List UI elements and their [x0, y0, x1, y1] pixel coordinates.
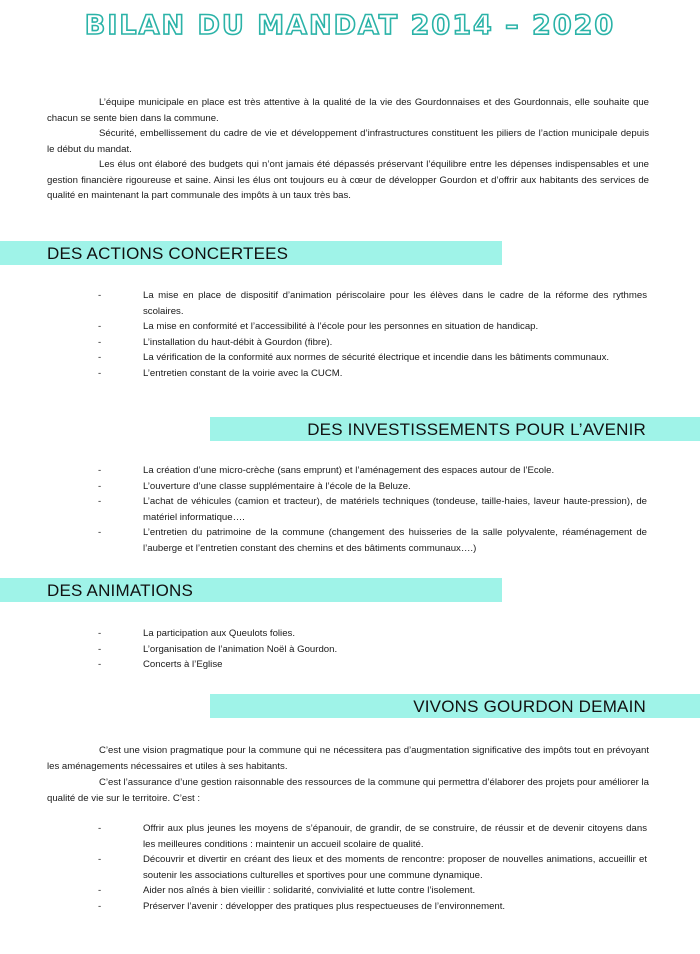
vivons-paragraph-1: C’est une vision pragmatique pour la commune qui ne nécessitera pas d’augmentation significative des impôts tout en prévoyant les aménagements nécessaires et utiles à ses habitants.: [47, 745, 649, 772]
list-item: - La participation aux Queulots folies.: [98, 628, 295, 639]
list-item: - La création d’une micro-crèche (sans emprunt) et l’aménagement des espaces autour de l’Ecole.: [98, 465, 555, 476]
list-item: - Découvrir et divertir en créant des lieux et des moments de rencontre: proposer de nouvelles animations, accueillir et soutenir les associations culturelles et sportives pour une commune dynamique.: [98, 854, 647, 881]
section-heading: DES ACTIONS CONCERTEES: [47, 244, 289, 263]
list-item: - L’entretien du patrimoine de la commune (changement des huisseries de la salle polyvalente, réaménagement de l’auberge et l’entretien constant des chemins et des bâtiments communaux….): [98, 527, 647, 554]
section-heading: VIVONS GOURDON DEMAIN: [413, 697, 646, 716]
section-heading-band-vivons: [210, 694, 700, 718]
vivons-paragraph-2: C’est l’assurance d’une gestion raisonnable des ressources de la commune qui permettra d’élaborer des projets pour améliorer la qualité de vie sur le territoire. C’est :: [47, 777, 649, 804]
vivons-list: [0, 821, 700, 915]
list-item: - L’entretien constant de la voirie avec la CUCM.: [98, 367, 343, 379]
intro-paragraph-2: Sécurité, embellissement du cadre de vie et développement d’infrastructures constituent les piliers de l’action municipale depuis le début du mandat.: [47, 128, 649, 155]
section-heading-band-actions: [0, 241, 502, 265]
list-item: - L’installation du haut-débit à Gourdon (fibre).: [98, 336, 333, 348]
section-heading: DES ANIMATIONS: [47, 581, 194, 600]
list-item: - L’ouverture d’une classe supplémentaire à l’école de la Beluze.: [98, 480, 411, 492]
list-item: - L’organisation de l’animation Noël à Gourdon.: [98, 643, 338, 655]
actions-list: [0, 288, 700, 382]
section-heading: DES INVESTISSEMENTS POUR L’AVENIR: [307, 420, 646, 439]
document-title: BILAN DU MANDAT 2014 – 2020: [84, 10, 616, 41]
intro-paragraph-3: Les élus ont élaboré des budgets qui n’ont jamais été dépassés préservant l’équilibre entre les dépenses indispensables et une gestion financière rigoureuse et saine. Ainsi les élus ont toujours eu à cœur de développer Gourdon et d’offrir aux habitants des services de qualité en maintenant la part communale des impôts à un taux très bas.: [47, 159, 649, 201]
list-item: - L’achat de véhicules (camion et tracteur), de matériels techniques (tondeuse, taille-haies, laveur haute-pression), de matériel informatique….: [98, 496, 647, 523]
list-item: - Concerts à l’Eglise: [98, 659, 223, 671]
list-item: - Aider nos aînés à bien vieillir : solidarité, convivialité et lutte contre l’isolement.: [98, 885, 476, 897]
list-item: - La mise en conformité et l’accessibilité à l’école pour les personnes en situation de handicap.: [98, 321, 539, 333]
section-heading-band-investissements: [210, 417, 700, 441]
list-item: - Préserver l’avenir : développer des pratiques plus respectueuses de l’environnement.: [98, 900, 506, 912]
animations-list: [0, 626, 700, 673]
section-heading-band-animations: [0, 578, 502, 602]
list-item: - Offrir aux plus jeunes les moyens de s’épanouir, de grandir, de se construire, de réussir et de devenir citoyens dans les meilleures conditions : maintenir un accueil scolaire de qualité.: [98, 823, 647, 850]
investissements-list: [0, 463, 700, 557]
list-item: - La vérification de la conformité aux normes de sécurité électrique et incendie dans les bâtiments communaux.: [98, 352, 610, 364]
list-item: - La mise en place de dispositif d’animation périscolaire pour les élèves dans le cadre de la réforme des rythmes scolaires.: [98, 290, 647, 317]
intro-paragraph-1: L’équipe municipale en place est très attentive à la qualité de la vie des Gourdonnaises et des Gourdonnais, elle souhaite que chacun se sente bien dans la commune.: [47, 97, 649, 124]
